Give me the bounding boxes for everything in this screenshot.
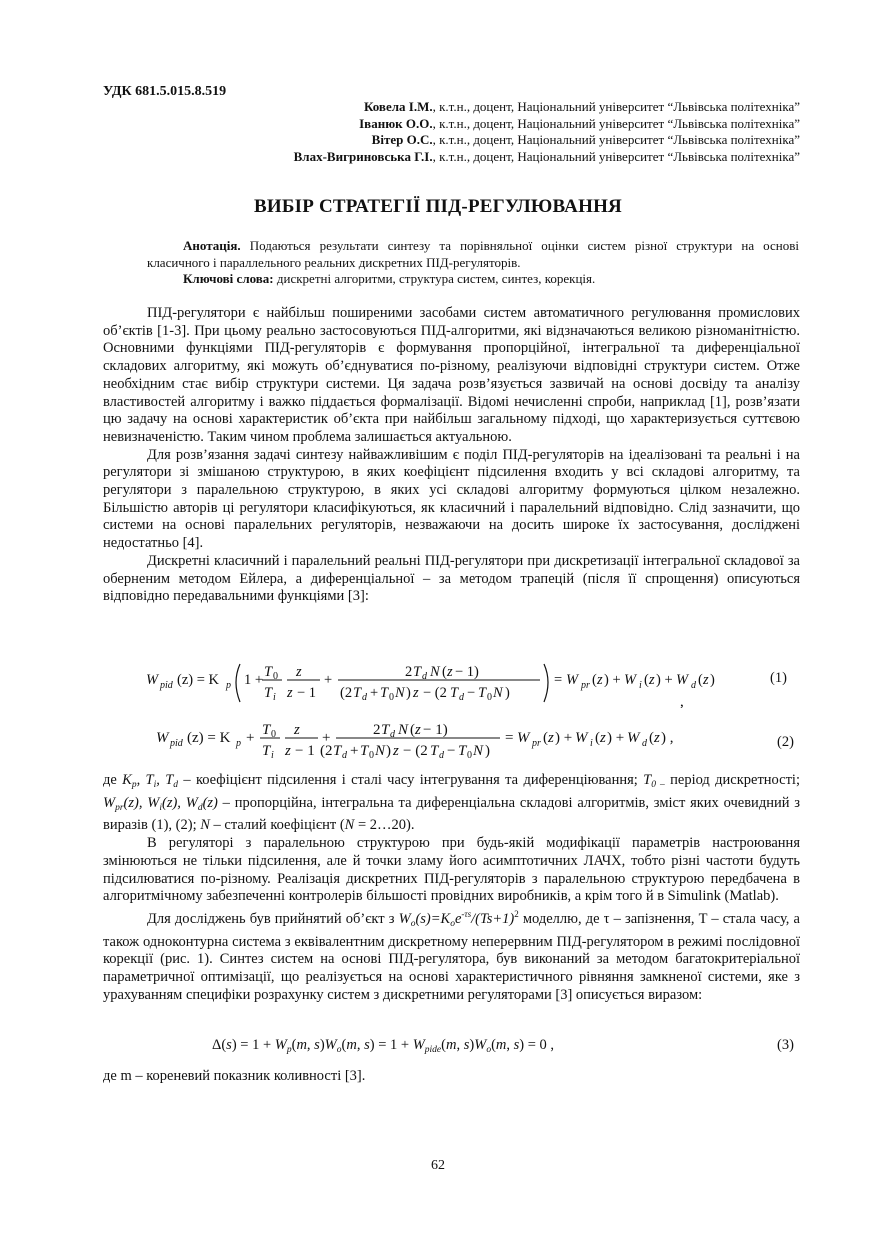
svg-text:+: + <box>322 730 331 746</box>
svg-text:−: − <box>447 743 456 759</box>
svg-text:− (2: − (2 <box>403 743 428 759</box>
svg-text:): ) <box>485 743 490 759</box>
svg-text:+: + <box>246 730 255 746</box>
author-affiliation: , к.т.н., доцент, Національний університет “Львівська політехніка” <box>432 115 800 131</box>
author-line <box>150 116 800 133</box>
abstract-block <box>147 238 799 288</box>
svg-text:(2: (2 <box>320 743 333 759</box>
svg-text:T: T <box>458 743 467 759</box>
equation-3-number: (3) <box>777 1037 794 1053</box>
keywords-text: дискретні алгоритми, структура систем, синтез, корекція. <box>273 271 596 286</box>
author-affiliation: , к.т.н., доцент, Національний університет “Львівська політехніка” <box>432 148 800 164</box>
svg-text:T: T <box>262 743 271 759</box>
svg-text:(z) = K: (z) = K <box>187 730 231 746</box>
svg-text:) +: ) + <box>604 672 621 688</box>
paragraph: де m – кореневий показник коливності [3]. <box>103 1068 366 1084</box>
svg-text:(: ( <box>442 664 447 680</box>
svg-text:z: z <box>548 730 554 746</box>
svg-text:0: 0 <box>271 729 276 740</box>
svg-text:(: ( <box>410 722 415 738</box>
page-number: 62 <box>431 1158 445 1173</box>
svg-text:d: d <box>342 750 347 761</box>
svg-text:N: N <box>395 685 405 701</box>
svg-text:pid: pid <box>160 680 173 691</box>
keywords <box>147 271 799 288</box>
equation-3: $\Delta(s) = 1 + W_p(m$, $s)W_o(m$, $s) = 1 + W_{pide}(m$, $s)W_o(m$, s) = 0 , <box>212 1037 555 1055</box>
svg-text:) +: ) + <box>656 672 673 688</box>
svg-text:(: ( <box>649 730 654 746</box>
svg-text:T: T <box>381 722 390 738</box>
svg-text:i: i <box>639 680 642 691</box>
svg-text:) +: ) + <box>555 730 573 746</box>
author-list <box>150 99 800 165</box>
svg-text:N: N <box>430 664 440 680</box>
svg-text:d: d <box>691 680 696 691</box>
svg-text:T: T <box>360 743 369 759</box>
svg-text:(2: (2 <box>340 685 353 701</box>
svg-text:− 1): − 1) <box>455 664 479 680</box>
svg-text:T: T <box>262 722 271 738</box>
author-line <box>150 99 800 116</box>
equation-1 <box>140 652 800 708</box>
svg-text:pr: pr <box>581 680 590 691</box>
svg-text:): ) <box>386 743 391 759</box>
svg-text:− (2: − (2 <box>423 685 447 701</box>
svg-text:2: 2 <box>405 664 413 680</box>
svg-text:− 1): − 1) <box>423 722 448 738</box>
body-section-3 <box>103 1068 800 1086</box>
svg-text:W: W <box>624 672 637 688</box>
svg-text:+: + <box>350 743 359 759</box>
svg-text:0: 0 <box>467 750 472 761</box>
svg-text:+: + <box>370 685 379 701</box>
svg-text:T: T <box>450 685 459 701</box>
svg-text:(: ( <box>644 672 649 688</box>
svg-text:0: 0 <box>487 692 492 703</box>
svg-text:=: = <box>505 730 514 746</box>
paragraph: В регуляторі з паралельною структурою при будь-якій модифікації параметрів настроювання змінюються не тільки підсилення, але й точки зламу його асимптотичних ЛАЧХ, тобто різні частоти будуть підсилюватися по-різному. Реалізація дискретних ПІД-регуляторів з паралельною структурою передбачена в алгоритмічному забезпеченні контролерів більшості провідних виробників, а крім того й в Simulink (Matlab). <box>103 835 800 905</box>
svg-text:W: W <box>627 730 640 746</box>
abstract <box>147 238 799 271</box>
svg-text:W: W <box>156 730 169 746</box>
svg-text:N: N <box>398 722 409 738</box>
svg-text:T: T <box>333 743 342 759</box>
svg-text:i: i <box>271 750 274 761</box>
svg-text:W: W <box>517 730 530 746</box>
author-name: Вітер О.С. <box>371 132 433 147</box>
svg-text:T: T <box>264 664 273 680</box>
author-name: Влах-Вигриновська Г.І. <box>293 148 433 164</box>
author-line <box>150 149 800 166</box>
svg-text:(: ( <box>595 730 600 746</box>
svg-text:W: W <box>566 672 579 688</box>
svg-text:): ) <box>710 672 715 688</box>
paragraph: ПІД-регулятори є найбільш поширеними засобами систем автоматичного регулювання промислових об’єктів [1-3]. При цьому реально застосовуються ПІД-алгоритми, які відзначаються великою різноманітністю. Основними функціями ПІД-регуляторів є формування пропорційної, інтегральної та диференціальної складових алгоритму, які можуть об’єднуватися по-різному, реалізуючи відповідні структури систем. Отже необхідним стає вибір структури системи. Ця задача розв’язується зазвичай на основі досвіду та аналізу властивостей алгоритму і важко піддається формалізації. Відомі нечисленні спроби, наприклад [1], розв’язати цю задачу на основі характеристик об’єкта при найбільш загальному підході, що характеризується суттєвою невизначеністю. Таким чином проблема залишається актуальною. <box>103 305 800 445</box>
paper-title: ВИБІР СТРАТЕГІЇ ПІД-РЕГУЛЮВАННЯ <box>254 196 622 217</box>
svg-text:T: T <box>353 685 362 701</box>
svg-text:(z) = K: (z) = K <box>177 672 219 688</box>
svg-text:z: z <box>285 743 291 759</box>
svg-text:−: − <box>467 685 476 701</box>
svg-text:W: W <box>676 672 689 688</box>
author-name: Ковела І.М. <box>363 99 433 114</box>
svg-text:d: d <box>459 692 464 703</box>
svg-text:+: + <box>324 672 333 688</box>
svg-text:d: d <box>362 692 367 703</box>
svg-text:N: N <box>473 743 484 759</box>
svg-text:(: ( <box>543 730 548 746</box>
svg-text:0: 0 <box>389 692 394 703</box>
body-section-2 <box>103 772 800 1004</box>
svg-text:(: ( <box>592 672 597 688</box>
svg-text:W: W <box>575 730 588 746</box>
svg-text:N: N <box>375 743 386 759</box>
svg-text:W: W <box>146 672 159 688</box>
svg-text:) +: ) + <box>607 730 625 746</box>
svg-text:0: 0 <box>369 750 374 761</box>
svg-text:T: T <box>264 685 273 701</box>
svg-text:− 1: − 1 <box>297 685 317 701</box>
svg-text:d: d <box>642 738 647 749</box>
author-affiliation: , к.т.н., доцент, Національний університет “Львівська політехніка” <box>432 132 800 147</box>
svg-text:T: T <box>380 685 389 701</box>
paragraph: Дискретні класичний і паралельний реальні ПІД-регулятори при дискретизації інтегральної складової за оберненим методом Ейлера, а диференціальної – за методом трапецій (після її спрощення) описуються відповідно передавальними функціями [3]: <box>103 552 800 605</box>
svg-text:z: z <box>597 672 603 688</box>
svg-text:i: i <box>273 692 276 703</box>
svg-text:z: z <box>393 743 399 759</box>
svg-text:0: 0 <box>273 671 278 682</box>
svg-text:z: z <box>703 672 709 688</box>
svg-text:(: ( <box>698 672 703 688</box>
paragraph: Для розв’язання задачі синтезу найважливішим є поділ ПІД-регуляторів на ідеалізовані та реальні і на регулятори зі змішаною структурою, в яких коефіцієнт підсилення входить у всі складові алгоритму, та регулятори з паралельною структурою, в яких усі складові алгоритму формуються цілком незалежно. Більшістю авторів ці регулятори класифікуються, як класичний і паралельний відповідно. Слід зазначити, що системи на основі паралельних регуляторів, незважаючи на досить широке їх застосування, досліджені недостатньо [4]. <box>103 446 800 552</box>
svg-text:pr: pr <box>532 738 541 749</box>
keywords-label: Ключові слова: <box>183 271 274 286</box>
abstract-text: Подаються результати синтезу та порівняльної оцінки систем різної структури на основі класичного і параллельного реальних дискретних ПІД-регуляторів. <box>147 238 799 270</box>
equation-1-number: (1) <box>770 670 787 686</box>
svg-text:): ) <box>505 685 510 701</box>
svg-text:z: z <box>296 664 302 680</box>
svg-text:z: z <box>649 672 655 688</box>
svg-text:N: N <box>493 685 503 701</box>
equation-2 <box>150 712 710 764</box>
svg-text:z: z <box>415 722 421 738</box>
svg-text:d: d <box>390 729 395 740</box>
svg-text:z: z <box>294 722 300 738</box>
svg-text:z: z <box>287 685 293 701</box>
svg-text:=: = <box>554 672 563 688</box>
equation-2-number: (2) <box>777 734 794 750</box>
svg-text:z: z <box>413 685 419 701</box>
svg-text:p: p <box>236 738 241 749</box>
svg-text:− 1: − 1 <box>295 743 315 759</box>
svg-text:z: z <box>600 730 606 746</box>
svg-text:z: z <box>654 730 660 746</box>
svg-text:T: T <box>478 685 487 701</box>
svg-text:) ,: ) , <box>661 730 674 746</box>
paragraph: Для досліджень був прийнятий об’єкт з $W_o(s)=K_oe^{-\tau s}/(Ts+1)^2$ моделлю, де τ – запізнення, T – стала часу, а також одноконтурна система з еквівалентним дискретному неперервним ПІД-регулятором в режимі послідовної корекції (рис. 1). Синтез систем на основі ПІД-регулятора, був виконаний за методом багатокритеріальної параметричної оптимізації, що реалізується на основі характеристичного рівняння замкненої системи, яке з урахуванням специфіки розрахунку систем з дискретними регуляторами [3] описується виразом: <box>103 908 800 1003</box>
abstract-label: Анотація. <box>183 238 241 253</box>
svg-text:i: i <box>590 738 593 749</box>
author-name: Іванюк О.О. <box>359 115 433 131</box>
svg-text:pid: pid <box>170 738 183 749</box>
body-section-1 <box>103 305 800 606</box>
svg-text:2: 2 <box>373 722 381 738</box>
svg-text:,: , <box>680 694 684 708</box>
svg-text:p: p <box>226 680 231 691</box>
svg-text:1 +: 1 + <box>244 672 264 688</box>
svg-text:T: T <box>430 743 439 759</box>
svg-text:d: d <box>422 671 427 682</box>
svg-text:T: T <box>413 664 422 680</box>
svg-text:z: z <box>447 664 453 680</box>
author-line <box>150 132 800 149</box>
svg-text:): ) <box>406 685 411 701</box>
svg-text:d: d <box>439 750 444 761</box>
udk-code: УДК 681.5.015.8.519 <box>103 84 227 99</box>
paragraph-definitions: де $K_p$, $T_i$, $T_d$ – коефіцієнт підсилення і сталі часу інтегрування та диференціювання; $T_{0 -}$ період дискретності; $W_{pr}(z)$, $W_i(z)$, $W_d(z)$ – пропорційна, інтегральна та диференціальна складові алгоритмів, зміст яких очевидний з виразів (1), (2); N – сталий коефіцієнт (N = 2…20). <box>103 772 800 834</box>
author-affiliation: , к.т.н., доцент, Національний університет “Львівська політехніка” <box>432 99 800 114</box>
